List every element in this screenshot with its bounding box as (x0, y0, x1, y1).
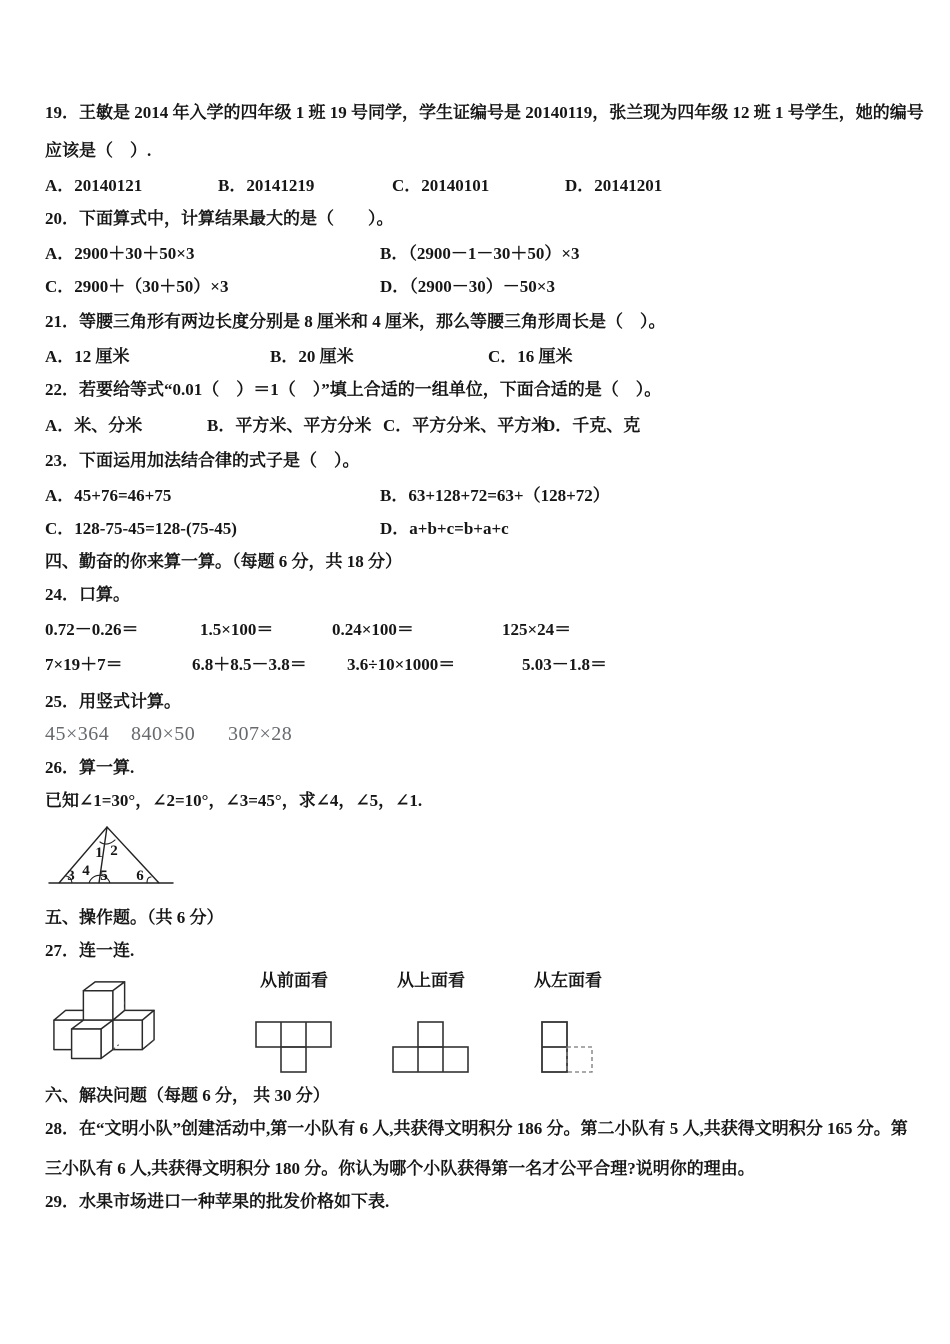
q25-expr-3: 307×28 (228, 723, 293, 745)
q19-option-a: A．20140121 (45, 176, 143, 195)
question-29-text: 29．水果市场进口一种苹果的批发价格如下表. (45, 1192, 390, 1211)
cube-stack-figure (50, 979, 158, 1079)
q20-option-c: C．2900＋（30＋50）×3 (45, 277, 229, 296)
question-20-text: 20．下面算式中，计算结果最大的是（ ）。 (45, 209, 394, 228)
q24-row2 (45, 648, 908, 681)
question-19-line1: 19．王敏是 2014 年入学的四年级 1 班 19 号同学，学生证编号是 20140119，张兰现为四年级 12 班 1 号学生，她的编号 (45, 103, 924, 122)
angle-label-4: 4 (82, 863, 90, 879)
angle-label-5: 5 (100, 868, 108, 884)
top-view-label: 从上面看 (397, 971, 465, 990)
q20-option-a: A．2900＋30＋50×3 (45, 244, 195, 263)
question-23-options-cd (45, 512, 908, 545)
section-4-header: 四、勤奋的你来算一算。（每题 6 分，共 18 分） (45, 552, 402, 571)
question-24-text: 24．口算。 (45, 585, 130, 604)
question-20-options-ab (45, 237, 908, 270)
question-28-line1: 28．在“文明小队”创建活动中,第一小队有 6 人,共获得文明积分 186 分。第二小队有 5 人,共获得文明积分 165 分。第 (45, 1119, 908, 1138)
q27-figures (45, 971, 908, 1079)
question-26-text: 26．算一算. (45, 758, 135, 777)
q20-option-b: B．（2900－1－30＋50）×3 (380, 244, 580, 263)
question-19-line2: 应该是（ ）. (45, 141, 152, 160)
angle-label-1: 1 (95, 845, 103, 861)
question-21-text: 21．等腰三角形有两边长度分别是 8 厘米和 4 厘米，那么等腰三角形周长是（ ）。 (45, 312, 666, 331)
q23-option-d: D．a+b+c=b+a+c (380, 519, 509, 538)
angle-label-6: 6 (136, 868, 144, 884)
q22-option-c: C．平方分米、平方米 (383, 416, 549, 435)
q19-option-d: D．20141201 (565, 176, 663, 195)
left-view-block (504, 971, 632, 1074)
q24-expr-8: 5.03－1.8＝ (522, 655, 607, 674)
q21-option-c: C．16 厘米 (488, 347, 573, 366)
left-view-label: 从左面看 (534, 971, 602, 990)
q22-option-a: A．米、分米 (45, 416, 143, 435)
question-22-options (45, 409, 908, 442)
q23-option-c: C．128-75-45=128-(75-45) (45, 519, 237, 538)
question-23-options-ab (45, 479, 908, 512)
q23-option-b: B．63+128+72=63+（128+72） (380, 486, 610, 505)
front-view-label: 从前面看 (260, 971, 328, 990)
top-view-block (367, 971, 495, 1074)
q24-expr-6: 6.8＋8.5－3.8＝ (192, 655, 307, 674)
top-view-figure (392, 1021, 470, 1074)
question-22-text: 22．若要给等式“0.01（ ）＝1（ ）”填上合适的一组单位，下面合适的是（ ）。 (45, 380, 662, 399)
question-25-text: 25．用竖式计算。 (45, 692, 181, 711)
q24-expr-3: 0.24×100＝ (332, 620, 414, 639)
question-21-options (45, 340, 908, 373)
q24-expr-5: 7×19＋7＝ (45, 655, 123, 674)
left-view-figure (541, 1021, 595, 1074)
question-20-options-cd (45, 270, 908, 303)
section-5-header: 五、操作题。（共 6 分） (45, 908, 224, 927)
question-28-line2: 三小队有 6 人,共获得文明积分 180 分。你认为哪个小队获得第一名才公平合理?说明你的理由。 (45, 1159, 755, 1178)
q25-expressions (45, 718, 908, 751)
q21-option-a: A．12 厘米 (45, 347, 130, 366)
question-27-text: 27．连一连. (45, 941, 135, 960)
angle-label-2: 2 (110, 843, 118, 859)
question-19-options (45, 169, 908, 202)
section-6-header: 六、解决问题（每题 6 分， 共 30 分） (45, 1086, 330, 1105)
front-view-figure (255, 1021, 333, 1074)
question-23-text: 23．下面运用加法结合律的式子是（ ）。 (45, 451, 360, 470)
front-view-block (230, 971, 358, 1074)
q23-option-a: A．45+76=46+75 (45, 486, 172, 505)
angle-label-3: 3 (67, 868, 75, 884)
q24-expr-2: 1.5×100＝ (200, 620, 274, 639)
q25-expr-1: 45×364 (45, 723, 110, 745)
q20-option-d: D．（2900－30）－50×3 (380, 277, 555, 296)
triangle-angles-figure (47, 821, 179, 891)
q22-option-d: D．千克、克 (543, 416, 641, 435)
q21-option-b: B．20 厘米 (270, 347, 354, 366)
q24-expr-1: 0.72－0.26＝ (45, 620, 139, 639)
q19-option-c: C．20140101 (392, 176, 490, 195)
q25-expr-2: 840×50 (131, 723, 196, 745)
q24-row1 (45, 613, 908, 646)
q19-option-b: B．20141219 (218, 176, 315, 195)
q24-expr-7: 3.6÷10×1000＝ (347, 655, 456, 674)
q22-option-b: B．平方米、平方分米 (207, 416, 372, 435)
q24-expr-4: 125×24＝ (502, 620, 572, 639)
question-26-given: 已知∠1=30°，∠2=10°，∠3=45°，求∠4，∠5，∠1. (45, 791, 423, 810)
